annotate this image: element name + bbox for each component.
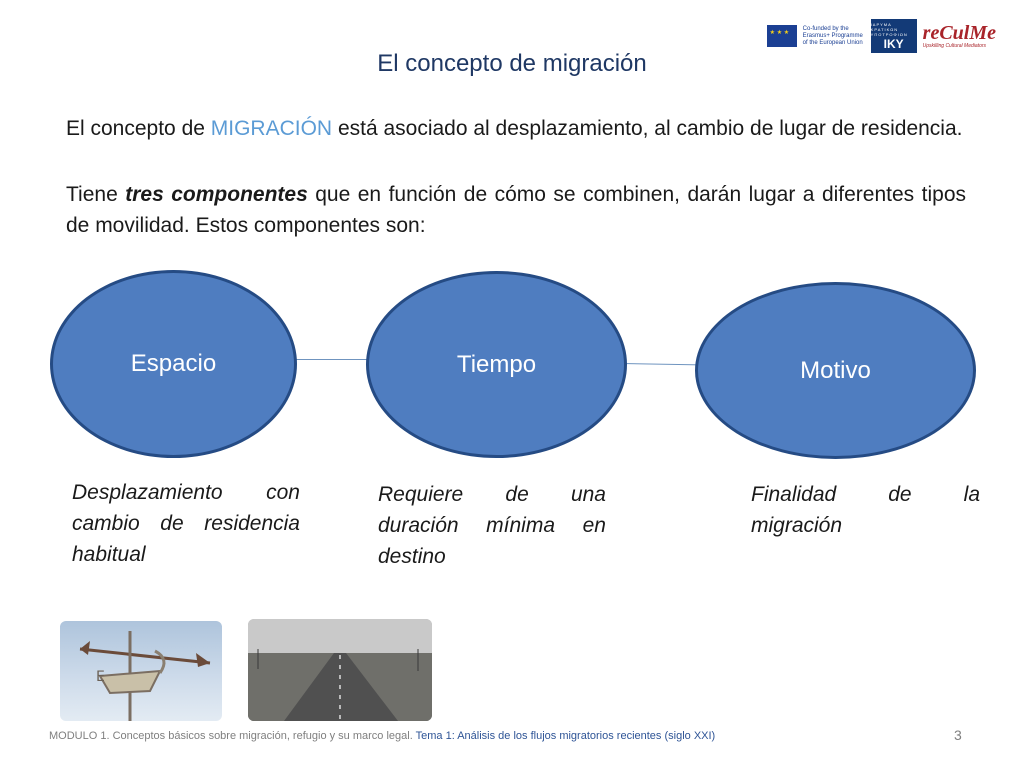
intro-paragraph-2 <box>66 179 966 241</box>
road-image <box>248 619 432 721</box>
slide-title: El concepto de migración <box>377 50 647 77</box>
iky-logo <box>871 19 917 53</box>
reculme-logo-subtitle: Upskilling Cultural Mediators <box>922 43 987 49</box>
intro-text: El concepto de <box>66 117 211 140</box>
weather-vane-icon <box>60 621 222 721</box>
weather-vane-image <box>60 621 222 721</box>
slide-footer <box>49 730 715 742</box>
svg-text:E: E <box>96 669 105 685</box>
intro-text: está asociado al desplazamiento, al cambio de lugar de residencia. <box>332 117 963 140</box>
components-emphasis: tres componentes <box>125 183 308 206</box>
component-oval-tiempo <box>366 271 627 458</box>
eu-flag-icon <box>767 25 797 47</box>
iky-logo-title: IKY <box>883 36 904 51</box>
road-icon <box>248 619 432 721</box>
component-description-motivo: Finalidad de la migración <box>751 483 980 537</box>
iky-logo-subtitle: ΙΔΡΥΜΑ ΚΡΑΤΙΚΩΝ ΥΠΟΤΡΟΦΙΩΝ <box>870 21 908 37</box>
footer-topic: Tema 1: Análisis de los flujos migratorios recientes (siglo XXI) <box>415 730 716 742</box>
component-label: Tiempo <box>456 350 537 378</box>
connector-tiempo-motivo <box>622 363 700 365</box>
connector-espacio-tiempo <box>292 359 370 360</box>
reculme-logo-name: reCulMe <box>922 22 996 44</box>
intro-paragraph-1 <box>66 113 966 144</box>
component-label: Motivo <box>800 356 871 384</box>
component-oval-espacio <box>50 270 297 458</box>
footer-module: MODULO 1. Conceptos básicos sobre migración, refugio y su marco legal. <box>49 730 416 742</box>
intro-text: que en función de cómo se combinen, darán lugar a diferentes tipos de movilidad. Estos componentes son: <box>66 183 966 237</box>
component-label: Espacio <box>130 350 217 377</box>
page-number: 3 <box>954 727 962 743</box>
erasmus-logo-text: Co-funded by the Erasmus+ Programme of the European Union <box>802 25 863 46</box>
partner-logos <box>767 18 996 54</box>
intro-text: Tiene <box>66 183 126 206</box>
component-description-espacio: Desplazamiento con cambio de residencia habitual <box>72 481 300 566</box>
reculme-logo <box>923 23 996 49</box>
component-description-tiempo: Requiere de una duración mínima en destino <box>378 483 606 568</box>
component-oval-motivo <box>695 282 976 459</box>
migracion-highlight: MIGRACIÓN <box>210 117 333 140</box>
